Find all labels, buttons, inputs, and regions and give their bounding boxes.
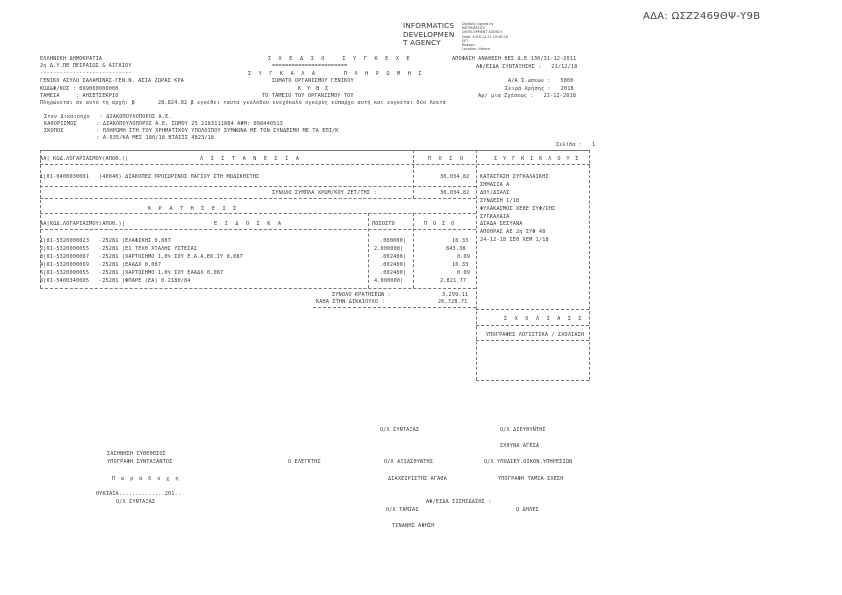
w-col-amount-header: Π Ο Σ Ο — [424, 221, 456, 227]
hospital-code: ΚΩΔ&Φ/ΚΟΣ : 099000000000 — [40, 86, 119, 92]
serial-no: Α/Α Σ.ώσεων : 5000 — [508, 78, 574, 84]
withholdings-title: Κ Ρ Α Τ Η Σ Ε Ι Σ — [148, 206, 239, 212]
beneficiary-details: ΚΑΘΟΡΙΣΜΟΣ : ΔΙΑΚΟΠΟΥΛΟΠΟΡΟΣ Α.Ε. ΣΩΜΟΥ 25 2183111884 ΑΦΜ: 098440513 — [44, 121, 283, 127]
col-notes-header: Σ Υ Γ Κ Ι Κ Λ Ο Υ Σ — [494, 156, 580, 162]
compiler-signature-label: ΥΠΟΓΡΑΦΗ ΣΥΝΤΑΞΑΝΤΟΣ — [107, 459, 173, 465]
withholdings-header-rule — [40, 229, 476, 230]
total-withholdings-label: ΣΥΝΟΛΟ ΚΡΑΤΗΣΕΩΝ : — [332, 292, 391, 298]
w-rate-divider — [368, 213, 369, 288]
row-rate: .002400| — [380, 254, 407, 260]
w-amount-divider — [413, 213, 414, 288]
page-number: Σελίδα : 1 — [556, 142, 596, 148]
ada-code: ΑΔΑ: ΩΣΖ2469ΘΨ-Υ9Β — [643, 11, 761, 22]
remarks-bottom-rule — [476, 380, 589, 381]
finance-deputy-label: Ο/Χ ΥΠΟΔΙΕΥ.ΟΙΚΟΝ.ΥΠΗΡΕΣΙΩΝ — [484, 459, 573, 465]
col-divider — [413, 150, 414, 198]
remarks-top-rule — [476, 309, 589, 310]
table-top-rule — [40, 150, 590, 151]
note-line: ΣΗΜΑΣΙΑ Α — [480, 182, 510, 188]
table-row: 1|01-5320000023 -25281 |ΕΛΑΦΙΚΗΣ 0,087 — [40, 238, 171, 244]
net-rule — [313, 307, 476, 308]
signature-stamp — [403, 22, 454, 48]
col-account-header: ΑΑ| ΚΩΔ.ΛΟΓΑΡΙΑΣΜΟΥ(ΑΠΟΘ.)| — [40, 156, 129, 162]
signature-details — [462, 22, 508, 51]
withholdings-rule — [40, 213, 476, 214]
treasury-code: ΤΑΜΕΙΑ : ΑΗΣΕΤΣΕΚΡΙΟ — [40, 93, 119, 99]
summary-label: ΣΥΝΟΛΟ ΣΥΜΠΛΑ ΧΡΩΜ/ΚΟΥ ΖΕΤ/ΤΗΣ : — [272, 190, 377, 196]
total-withholdings-amount: 3,299.11 — [442, 292, 469, 298]
note-line: ΔΟΥ/ΔΙΑΛΣ — [480, 190, 510, 196]
withholdings-bottom-rule — [40, 288, 476, 289]
w-col-account-header: ΑΑ|ΚΩΔ.ΛΟΓΑΡΙΑΣΜΟΥ(ΑΠΟΘ.)| — [40, 221, 126, 227]
table-row: 2|01-5320000055 -25281 |Ε1 ΤΕΧΘ ΧΤΑΛΗΣ ΥΣΤΕΙΑΣ — [40, 246, 198, 252]
row-rate: 4.000000| — [374, 278, 404, 284]
col-desc-header: Λ Ι Σ Τ Α Ν Ε Σ Ι Α — [200, 156, 302, 162]
note-line: 24-12-18 ΣΕΘ ΧΕΜ 1/18 — [480, 237, 549, 243]
hospital-name: ΓΕΝΙΚΟ ΑΣΥΛΟ ΣΑΛΑΜΙΝΑΣ-ΓΕΝ.Ν. ΑΣΙΑ ΖΩΡΑΣ ΚΡΑ — [40, 78, 185, 84]
compiler-label: Ο/Χ ΣΥΝΤΑΞΑΣ — [380, 427, 420, 433]
org-name: ΕΛΛΗΝΙΚΗ ΔΗΜΟΚΡΑΤΙΑ — [40, 56, 103, 62]
sig-line: Date: 2018.12.21 15:08:18 — [462, 34, 509, 39]
summary-rule — [40, 198, 476, 199]
title-underline: ======================= — [272, 63, 348, 69]
org-region: 2η Δ.Υ.ΠΕ ΠΕΙΡΑΙΩΣ & ΑΙΓΑΙΟΥ — [40, 63, 132, 69]
w-col-rate-header: ΠΟΣΟΣΤΟ — [372, 221, 395, 227]
table-row: 3|01-5320000067 -25281 |ΧΑΡΤΟΣΗΜΟ 1,0% ΣΟΥ Ε.Α.Α.ΕΚ.ΙΥ 0,087 — [40, 254, 243, 260]
payment-purpose-cont: : Α.635/ΚΑ ΜΕΣ 180/18 ΒΤΑΣΙΣ 4823/18 — [44, 135, 215, 141]
net-amount: 26,728.71 — [438, 299, 468, 305]
doc-sub1: ΣΩΜΑΤΟ ΟΡΓΑΝΙΣΜΟΥ ΓΕΝΙΚΟΥ — [272, 78, 354, 84]
receipt-label: Π α ρ ά δ ο χ η — [112, 476, 180, 482]
summary-amount: 30,034.82 — [440, 190, 470, 196]
payment-orders-label: ΣΑΣΗΝΗΣΗ ΣΥΘΕΘΕΣΟΣ — [107, 451, 166, 457]
remarks-sub-rule — [476, 340, 589, 341]
note-line: ΣΥΝΔΕΣΗ 1/18 — [480, 198, 520, 204]
col-amount-header: Π Ο Σ Ο — [428, 156, 466, 162]
footer-name: ΤΙΝΑΝΗΣ ΑΦΗΣΗ — [392, 523, 435, 529]
org-divider: ---------------------------- — [40, 70, 132, 76]
note-line: ΚΑΤΑΣΤΑΣΗ ΣΥΓΚΑΛΑΙΚΗΣ — [480, 174, 549, 180]
director-label: Ο/Χ ΔΙΕΥΘΥΝΤΗΣ — [500, 427, 546, 433]
remarks-rule — [476, 325, 589, 326]
decision-ref: ΑΠΟΦΑΣΗ ΑΝΑΘΕΣΗ ΘΕΣ Δ.Ε 130/31-12-2011 — [452, 56, 577, 62]
settlement-date-label: ΑΦ/ΕΙΔΑ ΣΙΣΗΣΔΑΣΗΣ : — [426, 499, 492, 505]
doc-sub2: Κ Υ Β Σ — [298, 86, 330, 92]
sig-line: Location: Athens — [462, 47, 491, 52]
sig-line: Reason: — [462, 43, 476, 48]
doc-type-title: Σ Χ Ε Δ Ι Ο Σ Υ Γ Κ Ε Χ Ε — [268, 56, 412, 62]
table-header-rule — [40, 164, 590, 165]
row-amount: 10.33 — [452, 238, 469, 244]
net-amount-label: ΚΑΘΑ ΣΤΗΝ ΔΙΚΑΙΟΥΧΟ : — [316, 299, 385, 305]
auditor-label: Ο ΕΛΕΓΚΤΗΣ — [288, 459, 321, 465]
doc-sub3: ΤΟ ΤΑΜΕΙΟ ΤΟΥ ΟΡΓΑΝΙΣΜΟΥ ΤΟΥ — [262, 93, 354, 99]
sig-line: Digitally signed by — [462, 22, 494, 26]
w-col-desc-header: Ε Ι Δ Ο Σ Κ Α — [214, 221, 284, 227]
deputy-label: Ο/Χ ΑΞΙΑΣΘΥΝΤΗΣ — [384, 459, 434, 465]
sig-line: INFORMATICS — [462, 26, 486, 31]
compiler-label-2: Ο/Χ ΣΥΝΤΑΞΑΣ — [116, 499, 156, 505]
row-amount: 0.09 — [457, 270, 471, 276]
cashier-label: Ο/Χ ΤΑΜΙΑΣ — [386, 507, 419, 513]
table-right-border — [589, 150, 590, 380]
table-row: 1|01-0400030001 (40040) ΔΙΑΚΟΠΕΣ ΠΡΟΣΩΡΙΝΟΣ ΠΑΓΙΟΥ ΣΤΗ ΜΟΔΙΚΗΣΤΗΣ — [40, 174, 260, 180]
director-name: ΣΧΘΥΝΑ ΑΓΕΣΑ — [500, 443, 540, 449]
amount-statement: Πληρώνεται σε αυτό τη αρχή: β 28,824.82 β εγκέθει ταυτα γεολόδου ενεχόκαλο ογκέρος εύπαρχο αυτή και ευγκέται δύο Λεκτά — [40, 100, 446, 106]
note-line: ΣΥΓΚΑΛΑΙΑ — [480, 214, 510, 220]
sig-line: EET — [462, 38, 469, 43]
sig-line: DEVELOPMENT AGENCY — [462, 30, 503, 35]
row-amount: 30,034.82 — [440, 174, 470, 180]
payment-purpose: ΣΚΟΠΟΣ : ΠΛΗΡΩΜΗ ΣΤΗ ΤΟΥ ΧΡΗΜΑΤΙΚΟΥ ΥΠΟΛΟΙΠΟΥ ΣΥΜΦΩΝΑ ΜΕ ΤΟΝ ΣΥΝΔΕΣΜΟ ΜΕ ΤΑ ΕΠΙ/Κ — [44, 128, 339, 134]
row-rate: .002400| — [380, 262, 407, 268]
row-amount: 2,821.77 — [440, 278, 467, 284]
table-row-rule — [40, 186, 476, 187]
row-amount: 10.33 — [452, 262, 469, 268]
row-amount: 843.38 — [446, 246, 466, 252]
beneficiary: Στον Δικαιούχο : ΔΙΑΚΟΠΟΥΛΟΠΟΡΟΣ Α.Ε. — [44, 114, 172, 120]
remarks-subtitle: ΥΠΟΓΡΑΦΕΣ ΛΟΓΙΣΤΙΚΑ / ΣΧΟΛΙΑΣΗ — [486, 332, 585, 338]
fiscal-year: Σειρά Χρήσης : 2018 — [505, 86, 574, 92]
note-line: ΑΠΟΘΡΑΣ ΑΕ 2η ΣΥΦ 48 — [480, 229, 546, 235]
note-line: ΦΥΛΑΚΑΣΜΟΣ ΧΕΘΕ ΣΥΦ/ΣΗΣ — [480, 206, 556, 212]
issue-date: ΑΦ/ΕΙΔΑ ΣΥΝΤΑΞΗΣΗΣ : 21/12/18 — [476, 64, 578, 70]
date-placeholder: ΘΥΚΙΑΙΑ..............201.. — [96, 491, 182, 497]
doc-main-title: Σ Υ Γ Κ Α Λ Α Π Λ Η Ρ Ω Μ Η Σ — [248, 71, 424, 77]
note-line: ΔΙΑΔΑ ΣΕΣΥΑΝΑ — [480, 221, 523, 227]
cashier-signature-label: ΥΠΟΓΡΑΦΗ ΤΑΜΙΑ ΣΧΕΣΗ — [498, 476, 564, 482]
table-row: 4|01-5320000069 -25281 |ΕΑΑΔΧ 0,087 — [40, 262, 162, 268]
table-row: 6|01-5400340005 -25281 |ΦΠΑΡΕ (ΕΑ) 0.2180/84 — [40, 278, 191, 284]
row-rate: 2.000000| — [374, 246, 404, 252]
stamp-line: T AGENCY — [403, 38, 441, 48]
stamp-line: INFORMATICS — [403, 21, 455, 30]
row-amount: 0.09 — [457, 254, 471, 260]
related-date: Αρ/ μια Ζχέσεως : 21-12-2018 — [478, 93, 577, 99]
goods-manager-label: ΔΙΑΧΕΙΡΙΣΤΗΣ ΑΓΑΘΑ — [388, 476, 447, 482]
table-row: 5|01-5320000055 -25281 |ΧΑΡΤΟΣΗΜΟ 1,0% ΣΟΥ ΕΑΑΔΧ 0,087 — [40, 270, 224, 276]
declarant-label: Ο ΔΗΛΕΣ — [516, 507, 539, 513]
stamp-line: DEVELOPMEN — [403, 29, 455, 39]
right-col-divider — [476, 150, 477, 380]
row-rate: .002400| — [380, 270, 407, 276]
row-rate: .000000| — [380, 238, 407, 244]
remarks-title: Σ Χ Ο Λ Ι Α Σ Σ — [504, 316, 584, 322]
